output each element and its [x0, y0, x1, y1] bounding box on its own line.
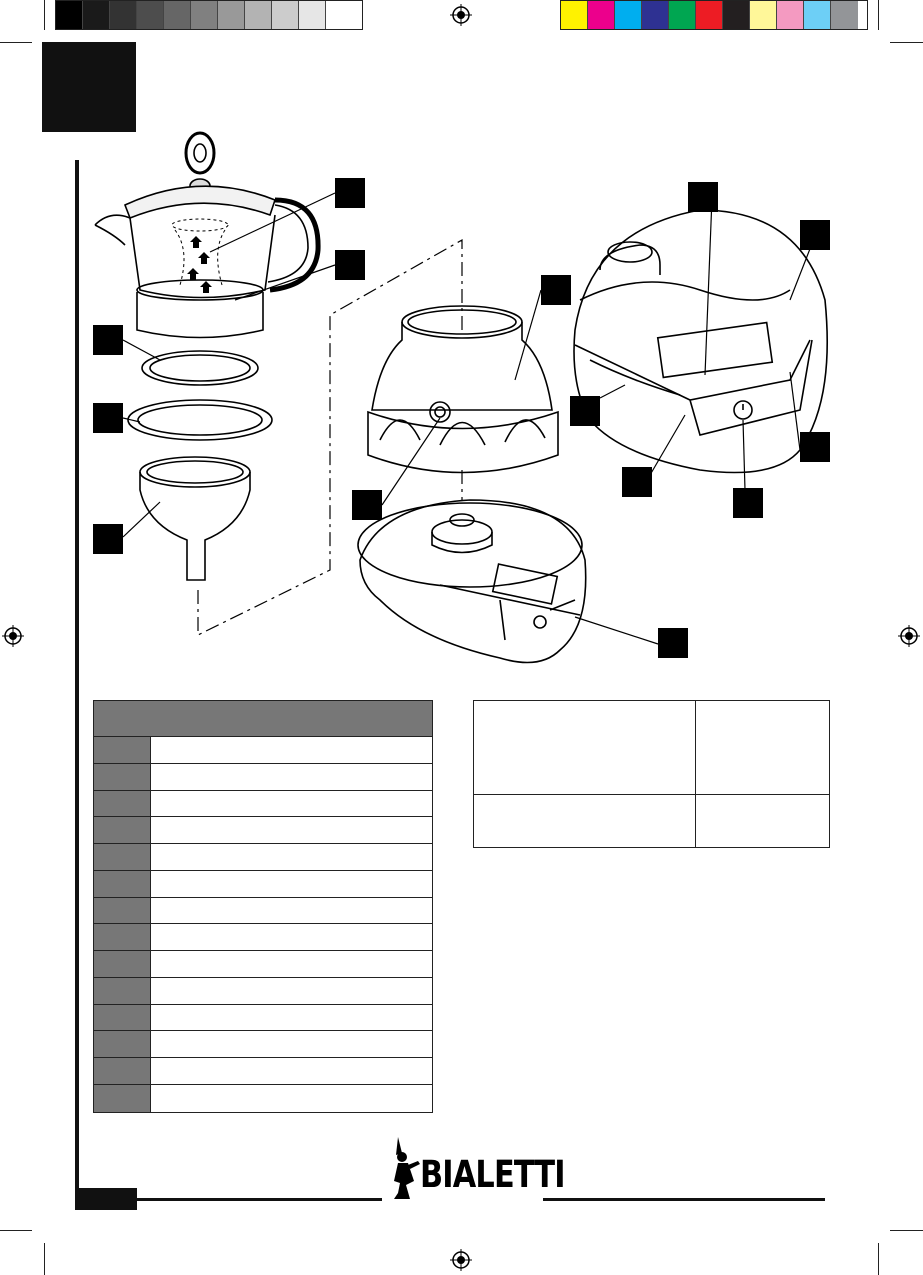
callout-label-box: [622, 467, 652, 497]
parts-table-row: [94, 951, 432, 978]
parts-table-row: [94, 871, 432, 898]
bialetti-mascot-icon: [388, 1133, 424, 1203]
parts-table-row: [94, 817, 432, 844]
part-number-cell: [94, 924, 151, 950]
registration-mark-bottom-icon: [450, 1249, 472, 1271]
parts-table-row: [94, 1085, 432, 1112]
color-swatch: [191, 1, 218, 29]
part-description-cell: [151, 1005, 432, 1031]
grayscale-swatch-bar: [55, 0, 363, 30]
left-vertical-rule: [75, 160, 79, 1210]
spec-label-cell: [474, 701, 696, 794]
crop-mark: [878, 0, 879, 30]
callout-label-box: [688, 182, 718, 212]
spec-row: [474, 795, 829, 847]
part-description-cell: [151, 844, 432, 870]
header-block: [42, 42, 136, 132]
page-number-block: [75, 1188, 137, 1210]
callout-label-box: [93, 524, 123, 554]
specifications-table: [473, 700, 830, 848]
callout-label-box: [658, 628, 688, 658]
color-swatch: [696, 1, 723, 29]
callout-label-box: [352, 490, 382, 520]
color-swatch: [218, 1, 245, 29]
spec-value-cell: [696, 701, 829, 794]
registration-mark-right-icon: [898, 625, 920, 647]
part-description-cell: [151, 1031, 432, 1057]
footer-rule-right: [543, 1198, 825, 1201]
parts-table-row: [94, 978, 432, 1005]
funnel-illustration: [140, 457, 250, 580]
bialetti-logo: BIALETTI: [420, 1153, 565, 1196]
crop-mark: [44, 0, 45, 30]
part-number-cell: [94, 871, 151, 897]
leader-lines: [123, 193, 815, 644]
callout-label-box: [800, 432, 830, 462]
crop-mark: [890, 1230, 923, 1231]
gasket-illustration: [142, 351, 258, 385]
part-number-cell: [94, 737, 151, 763]
callout-label-box: [800, 220, 830, 250]
color-swatch: [164, 1, 191, 29]
part-description-cell: [151, 817, 432, 843]
color-swatch: [669, 1, 696, 29]
color-swatch: [750, 1, 777, 29]
part-description-cell: [151, 737, 432, 763]
parts-table-row: [94, 844, 432, 871]
part-number-cell: [94, 1031, 151, 1057]
color-swatch: [299, 1, 326, 29]
part-number-cell: [94, 1085, 151, 1112]
callout-label-box: [335, 250, 365, 280]
callout-label-box: [93, 403, 123, 433]
color-swatch: [615, 1, 642, 29]
crop-mark: [890, 42, 923, 43]
part-description-cell: [151, 1058, 432, 1084]
color-swatch: [272, 1, 299, 29]
registration-mark-left-icon: [2, 625, 24, 647]
part-description-cell: [151, 1085, 432, 1112]
part-number-cell: [94, 817, 151, 843]
callout-label-box: [733, 488, 763, 518]
heating-base-illustration: [358, 500, 586, 663]
filter-plate-illustration: [128, 400, 272, 440]
part-number-cell: [94, 951, 151, 977]
color-swatch: [110, 1, 137, 29]
crop-mark: [44, 1243, 45, 1275]
color-swatch: [588, 1, 615, 29]
color-swatch: [245, 1, 272, 29]
part-description-cell: [151, 871, 432, 897]
color-swatch-bar: [560, 0, 868, 30]
part-number-cell: [94, 1058, 151, 1084]
callout-label-box: [335, 178, 365, 208]
parts-table-row: [94, 1031, 432, 1058]
parts-table-row: [94, 764, 432, 791]
color-swatch: [137, 1, 164, 29]
parts-table-row: [94, 924, 432, 951]
color-swatch: [326, 1, 353, 29]
parts-table-row: [94, 791, 432, 818]
part-description-cell: [151, 898, 432, 924]
part-description-cell: [151, 924, 432, 950]
color-swatch: [56, 1, 83, 29]
upper-jug-illustration: [95, 133, 318, 338]
part-number-cell: [94, 1005, 151, 1031]
parts-table-row: [94, 737, 432, 764]
part-number-cell: [94, 844, 151, 870]
parts-table-header: [94, 701, 432, 737]
part-number-cell: [94, 791, 151, 817]
callout-label-box: [93, 325, 123, 355]
part-number-cell: [94, 978, 151, 1004]
spec-value-cell: [696, 795, 829, 847]
crop-mark: [0, 1230, 32, 1231]
callout-label-box: [541, 275, 571, 305]
color-swatch: [83, 1, 110, 29]
part-description-cell: [151, 764, 432, 790]
crop-mark: [0, 42, 32, 43]
color-swatch: [642, 1, 669, 29]
color-swatch: [561, 1, 588, 29]
part-description-cell: [151, 978, 432, 1004]
exploded-product-diagram: [85, 125, 845, 670]
parts-table: [93, 700, 433, 1113]
color-swatch: [723, 1, 750, 29]
part-description-cell: [151, 951, 432, 977]
parts-table-row: [94, 1058, 432, 1085]
spec-row: [474, 701, 829, 795]
parts-table-row: [94, 898, 432, 925]
registration-mark-top-icon: [450, 4, 472, 26]
part-number-cell: [94, 764, 151, 790]
part-number-cell: [94, 898, 151, 924]
footer-rule-left: [137, 1198, 382, 1201]
color-swatch: [804, 1, 831, 29]
part-description-cell: [151, 791, 432, 817]
parts-table-row: [94, 1005, 432, 1032]
color-swatch: [831, 1, 858, 29]
control-panel-detail-illustration: [574, 210, 827, 473]
callout-label-box: [570, 396, 600, 426]
crop-mark: [878, 1243, 879, 1275]
color-swatch: [777, 1, 804, 29]
spec-label-cell: [474, 795, 696, 847]
